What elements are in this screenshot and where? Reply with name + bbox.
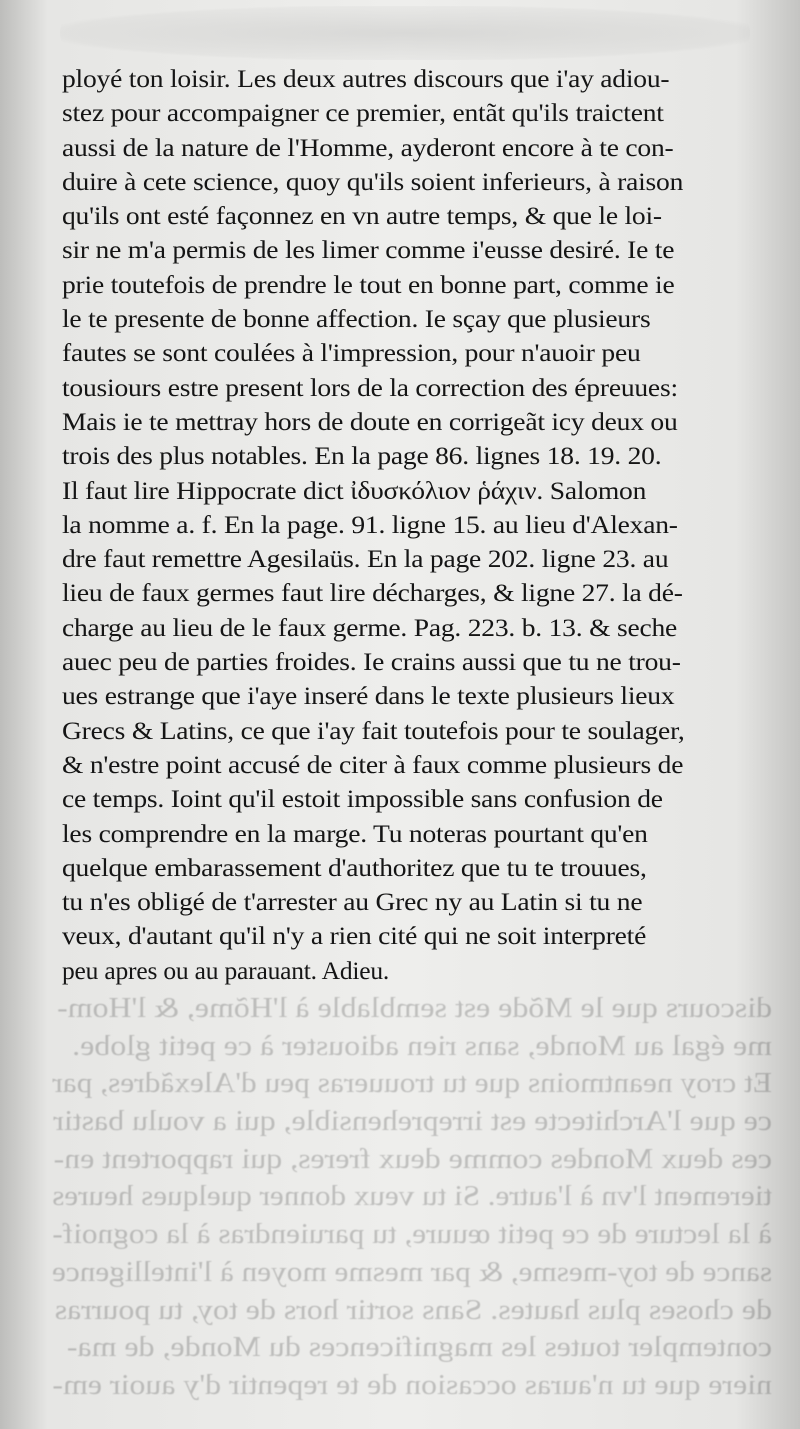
text-line-content: trois des plus notables. En la page 86. lignes 18. 19. 20.	[62, 441, 662, 471]
text-line	[62, 439, 772, 473]
body-text	[62, 62, 772, 988]
text-line-content: duire à cete science, quoy qu'ils soient inferieurs, à raison	[62, 166, 684, 196]
text-line-content: prie toutefois de prendre le tout en bonne part, comme ie	[62, 269, 675, 299]
bleed-line: à la lecture de ce petit œuure, tu paruiendras à la cognoif-	[52, 1218, 772, 1251]
text-line-content: ce temps. Ioint qu'il estoit impossible sans confusion de	[62, 784, 663, 814]
text-line-content: veux, d'autant qu'il n'y a rien cité qui ne soit interpreté	[62, 921, 647, 951]
text-line	[62, 919, 772, 953]
text-line-content: charge au lieu de le faux germe. Pag. 223. b. 13. & seche	[62, 612, 678, 642]
text-line	[62, 268, 772, 302]
text-line-content: ployé ton loisir. Les deux autres discours que i'ay adiou-	[62, 64, 670, 93]
bleed-line: ce que l'Architecte est irreprehensible, qui a voulu bastir	[53, 1105, 772, 1138]
text-line-content: Il faut lire Hippocrate dict ἰδυσκόλιον ῥάχιν. Salomon	[62, 475, 647, 505]
text-line	[62, 508, 772, 542]
text-line	[62, 611, 772, 645]
text-line	[62, 851, 772, 885]
text-line	[62, 714, 772, 748]
text-line-content: aussi de la nature de l'Homme, ayderont encore à te con-	[62, 132, 674, 162]
bleed-line: discours que le Mõde est semblable à l'Hõme, & l'Hom-	[57, 992, 772, 1024]
text-line	[62, 576, 772, 610]
text-line-content: les comprendre en la marge. Tu noteras pourtant qu'en	[62, 818, 648, 848]
text-line	[62, 199, 772, 233]
text-line	[62, 954, 772, 988]
header-ornament-bleed	[60, 6, 750, 60]
text-line	[62, 542, 772, 576]
text-line-content: dre faut remettre Agesilaüs. En la page 202. ligne 23. au	[62, 544, 669, 574]
bleed-line: Et croy neantmoins que tu trouueras peu d'Alexãdres, par	[52, 1067, 772, 1100]
text-line-content: sir ne m'a permis de les limer comme i'eusse desiré. Ie te	[62, 235, 675, 265]
text-line	[62, 336, 772, 370]
text-line	[62, 233, 772, 267]
text-line-content: Grecs & Latins, ce que i'ay fait toutefois pour te soulager,	[62, 715, 685, 745]
text-line-content: la nomme a. f. En la page. 91. ligne 15. au lieu d'Alexan-	[62, 509, 678, 539]
text-line	[62, 817, 772, 851]
text-line	[62, 474, 772, 508]
bleed-through-text	[52, 990, 772, 1405]
text-line-content: ues estrange que i'aye inseré dans le texte plusieurs lieux	[62, 681, 675, 711]
text-line	[62, 165, 772, 199]
text-line-content: le te presente de bonne affection. Ie sçay que plusieurs	[62, 304, 651, 334]
bleed-line: sance de toy-mesme, & par mesme moyen à l'intelligence	[52, 1255, 772, 1288]
text-line-content: tu n'es obligé de t'arrester au Grec ny au Latin si tu ne	[62, 887, 643, 917]
bleed-line: niere que tu n'auras occasion de te repentir d'y auoir em-	[52, 1368, 772, 1401]
bleed-line: ces deux Mondes comme deux freres, qui rapportent en-	[53, 1142, 772, 1175]
text-line	[62, 405, 772, 439]
text-line	[62, 679, 772, 713]
text-line-content: quelque embarassement d'authoritez que tu te trouues,	[62, 852, 647, 882]
text-line-content: stez pour accompaigner ce premier, entãt qu'ils traictent	[62, 98, 664, 128]
text-line-content: qu'ils ont esté façonnez en vn autre temps, & que le loi-	[62, 201, 662, 231]
text-line	[62, 645, 772, 679]
text-line-content: auec peu de parties froides. Ie crains aussi que tu ne trou-	[62, 647, 681, 677]
text-line-content: Mais ie te mettray hors de doute en corrigeãt icy deux ou	[62, 406, 678, 436]
text-line	[62, 302, 772, 336]
bleed-line: tierement l'vn à l'autre. Si tu veux donner quelques heures	[52, 1180, 772, 1213]
text-line-content: lieu de faux germes faut lire décharges, & ligne 27. la dé-	[62, 578, 683, 608]
text-line-content: & n'estre point accusé de citer à faux comme plusieurs de	[62, 749, 684, 779]
text-line-content: tousiours estre present lors de la correction des épreuues:	[62, 372, 678, 402]
text-line-content: peu apres ou au parauant. Adieu.	[62, 955, 390, 985]
text-line	[62, 131, 772, 165]
text-line	[62, 782, 772, 816]
text-line-content: fautes se sont coulées à l'impression, pour n'auoir peu	[62, 338, 641, 368]
text-line	[62, 62, 772, 96]
text-line	[62, 748, 772, 782]
text-line	[62, 371, 772, 405]
bleed-line: me égal au Monde, sans rien adiouster à ce petit globe.	[72, 1029, 772, 1062]
bleed-line: de choses plus hautes. Sans sortir hors de toy, tu pourras	[54, 1293, 772, 1326]
text-line	[62, 885, 772, 919]
text-line	[62, 96, 772, 130]
bleed-line: contempler toutes les magnificences du Monde, de ma-	[66, 1331, 772, 1364]
